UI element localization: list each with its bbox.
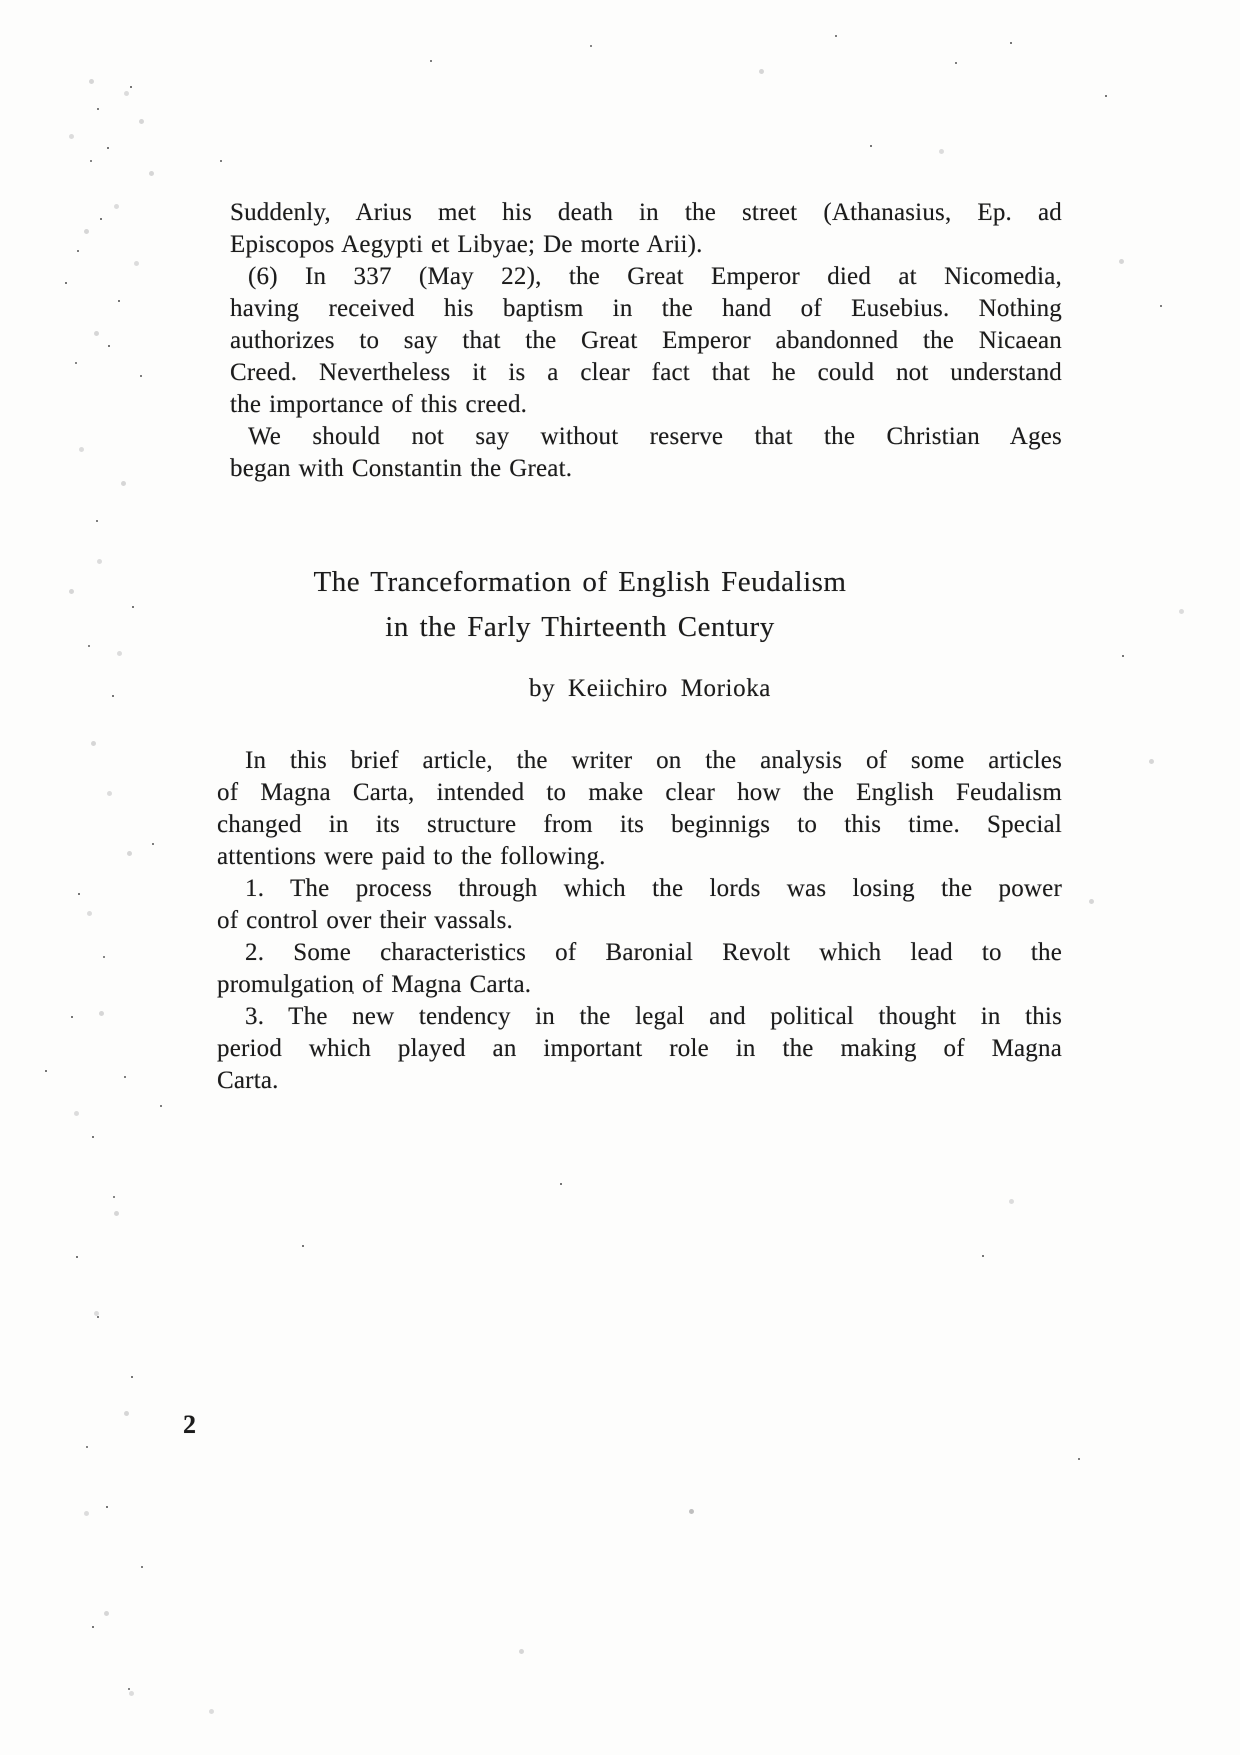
scan-noise-dark — [0, 0, 2, 2]
text-line: 1. The process through which the lords was losing the power — [245, 875, 1062, 902]
text-line: 3. The new tendency in the legal and political thought in this — [245, 1003, 1062, 1030]
article-byline: by Keiichiro Morioka — [528, 675, 771, 702]
text-line: Suddenly, Arius met his death in the street (Athanasius, Ep. ad — [230, 199, 1062, 226]
text-line: having received his baptism in the hand of Eusebius. Nothing — [230, 295, 1062, 322]
page-number: 2 — [183, 1410, 196, 1439]
text-line: period which played an important role in the making of Magna — [217, 1035, 1062, 1062]
paragraph — [230, 421, 1062, 485]
previous-article-ending — [230, 197, 1062, 485]
numbered-item — [217, 937, 1062, 1001]
text-line: promulgation of Magna Carta. — [217, 971, 532, 998]
numbered-item — [217, 1001, 1062, 1097]
text-line: Carta. — [217, 1067, 279, 1094]
paragraph — [217, 745, 1062, 873]
article-title — [230, 560, 930, 650]
article-body — [217, 745, 1062, 1097]
paragraph — [230, 261, 1062, 421]
text-line: Creed. Nevertheless it is a clear fact that he could not understand — [230, 359, 1062, 386]
text-line: authorizes to say that the Great Emperor abandonned the Nicaean — [230, 327, 1062, 354]
text-line: 2. Some characteristics of Baronial Revolt which lead to the — [245, 939, 1062, 966]
text-line: attentions were paid to the following. — [217, 843, 606, 870]
paragraph — [230, 197, 1062, 261]
text-line: (6) In 337 (May 22), the Great Emperor died at Nicomedia, — [248, 263, 1062, 290]
text-line: changed in its structure from its beginnigs to this time. Special — [217, 811, 1062, 838]
text-line: of Magna Carta, intended to make clear how the English Feudalism — [217, 779, 1062, 806]
numbered-item — [217, 873, 1062, 937]
article-title-line2: in the Farly Thirteenth Century — [385, 611, 775, 643]
text-line: In this brief article, the writer on the analysis of some articles — [245, 747, 1062, 774]
article-title-line1: The Tranceformation of English Feudalism — [313, 566, 847, 598]
text-line: We should not say without reserve that the Christian Ages — [248, 423, 1062, 450]
scan-noise-light — [0, 0, 3, 3]
text-line: the importance of this creed. — [230, 391, 528, 418]
text-line: began with Constantin the Great. — [230, 455, 573, 482]
text-line: of control over their vassals. — [217, 907, 513, 934]
text-line: Episcopos Aegypti et Libyae; De morte Arii). — [230, 231, 703, 258]
